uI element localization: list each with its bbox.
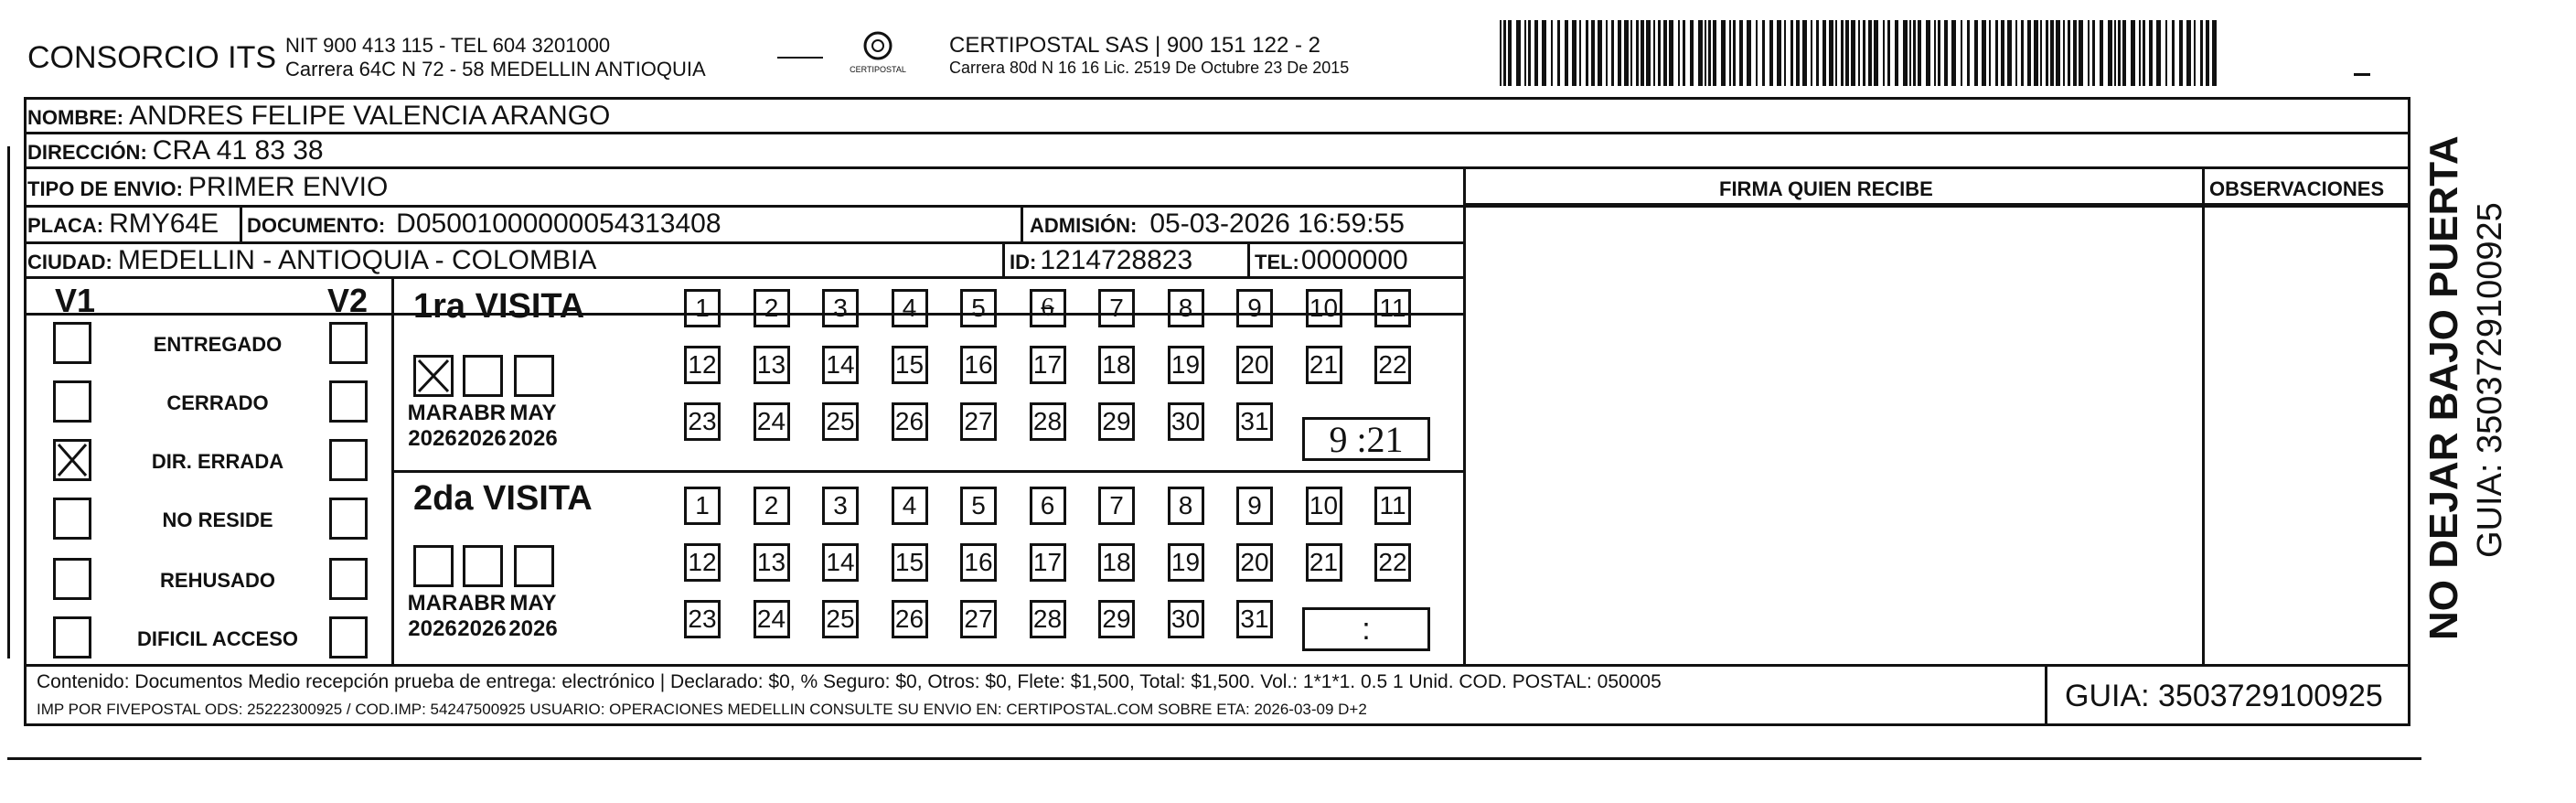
v1-header: V1 [55, 282, 96, 319]
day-box[interactable]: 17 [1030, 346, 1066, 384]
barcode-bar [1586, 20, 1588, 86]
barcode-bar [2200, 20, 2203, 86]
ciudad-row [27, 245, 596, 276]
tipo-row [27, 172, 388, 203]
day-box[interactable]: 27 [960, 402, 997, 441]
nombre-row [27, 101, 610, 132]
barcode-bar [1961, 20, 1962, 86]
placa-label: PLACA: [27, 214, 104, 237]
day-box[interactable]: 13 [754, 543, 790, 582]
barcode-bar [1598, 20, 1602, 86]
day-box[interactable]: 31 [1236, 600, 1273, 638]
tipo-value: PRIMER ENVIO [187, 172, 389, 202]
barcode-bar [1883, 20, 1885, 86]
month-checkbox[interactable] [413, 545, 454, 587]
barcode-bar [1503, 20, 1506, 86]
status-label: DIR. ERRADA [151, 450, 284, 473]
barcode-bar [1690, 20, 1694, 86]
barcode-bar [2194, 20, 2196, 86]
month-label [404, 591, 461, 642]
barcode-bar [2186, 20, 2191, 86]
day-box[interactable]: 28 [1030, 600, 1066, 638]
barcode-bar [1851, 20, 1855, 86]
day-box[interactable]: 4 [892, 487, 928, 525]
month-checkbox[interactable] [514, 545, 554, 587]
day-box[interactable]: 6 [1030, 289, 1066, 327]
direccion-value: CRA 41 83 38 [152, 135, 324, 166]
observaciones-header: OBSERVACIONES [2209, 177, 2385, 200]
barcode-bar [1895, 20, 1898, 86]
day-box[interactable]: 2 [754, 289, 790, 327]
logo-text: CERTIPOSTAL [850, 65, 906, 74]
month-label [454, 591, 510, 642]
barcode-bar [1591, 20, 1595, 86]
tipo-label: TIPO DE ENVIO: [27, 177, 183, 200]
id-label: ID: [1010, 251, 1037, 273]
barcode-bar [1777, 20, 1781, 86]
company-name: CONSORCIO ITS [27, 40, 277, 75]
barcode-bar [1944, 20, 1948, 86]
day-box[interactable]: 28 [1030, 402, 1066, 441]
day-box[interactable]: 8 [1168, 289, 1204, 327]
barcode-bar [1729, 20, 1731, 86]
month-year: 2026 [508, 426, 558, 451]
barcode-bar [1811, 20, 1812, 86]
day-box[interactable]: 21 [1306, 543, 1342, 582]
day-box[interactable]: 14 [822, 346, 859, 384]
month-name: MAR [407, 591, 458, 616]
month-checkbox[interactable] [413, 355, 454, 397]
barcode-bar [1887, 20, 1890, 86]
barcode-bar [2050, 20, 2054, 86]
barcode-bar [2114, 20, 2116, 86]
v2-checkbox[interactable] [329, 616, 368, 658]
barcode-bar [1926, 20, 1930, 86]
day-box[interactable]: 20 [1236, 346, 1273, 384]
day-box[interactable]: 23 [684, 600, 721, 638]
v1-checkbox[interactable] [53, 616, 91, 658]
day-box[interactable]: 29 [1098, 600, 1135, 638]
day-box[interactable]: 4 [892, 289, 928, 327]
barcode-bar [1982, 20, 1986, 86]
barcode-bar [2179, 20, 2183, 86]
day-box[interactable]: 31 [1236, 402, 1273, 441]
barcode-bar [2063, 20, 2065, 86]
ciudad-value: MEDELLIN - ANTIOQUIA - COLOMBIA [117, 245, 597, 275]
day-box[interactable]: 14 [822, 543, 859, 582]
id-value: 1214728823 [1040, 245, 1193, 275]
barcode-bar [1909, 20, 1911, 86]
barcode-bar [1903, 20, 1908, 86]
barcode-bar [1500, 20, 1502, 86]
month-year: 2026 [408, 616, 457, 641]
day-box[interactable]: 15 [892, 543, 928, 582]
barcode-bar [1858, 20, 1860, 86]
status-label: CERRADO [166, 391, 269, 414]
day-box[interactable]: 16 [960, 346, 997, 384]
visit2-title: 2da VISITA [413, 479, 593, 518]
day-box[interactable]: 25 [822, 402, 859, 441]
barcode [1500, 20, 2231, 91]
footer-contenido: Contenido: Documentos Medio recepción prueba de entrega: electrónico | Declarado: $0, % Seguro: $0, Otros: $0, Flete: $1,500, Total: $1,500. Vol.: 1*1*1. 0.5 1 Unid. COD. POSTAL: 050005 [37, 671, 1662, 692]
day-box[interactable]: 12 [684, 346, 721, 384]
barcode-bar [1663, 20, 1667, 86]
month-label [404, 401, 461, 452]
day-box[interactable]: 13 [754, 346, 790, 384]
barcode-bar [1934, 20, 1936, 86]
v1-checkbox[interactable] [53, 322, 91, 364]
barcode-bar [2165, 20, 2167, 86]
barcode-bar [2073, 20, 2077, 86]
day-box[interactable]: 18 [1098, 543, 1135, 582]
day-box[interactable]: 5 [960, 289, 997, 327]
barcode-bar [1653, 20, 1655, 86]
barcode-bar [1516, 20, 1521, 86]
footer-imp: IMP POR FIVEPOSTAL ODS: 25222300925 / COD.IMP: 54247500925 USUARIO: OPERACIONES MEDELLIN CONSULTE SU ENVIO EN: CERTIPOSTAL.COM SOBRE ETA: 2026-03-09 D+2 [37, 701, 1367, 718]
day-box[interactable]: 16 [960, 543, 997, 582]
day-box[interactable]: 10 [1306, 487, 1342, 525]
barcode-bar [2118, 20, 2121, 86]
barcode-bar [1611, 20, 1614, 86]
day-box[interactable]: 7 [1098, 289, 1135, 327]
day-box[interactable]: 17 [1030, 543, 1066, 582]
nombre-value: ANDRES FELIPE VALENCIA ARANGO [129, 101, 611, 131]
v2-checkbox[interactable] [329, 439, 368, 481]
day-box[interactable]: 24 [754, 600, 790, 638]
tel-row [1255, 245, 1408, 276]
certipostal-logo [832, 31, 924, 74]
month-checkbox[interactable] [463, 545, 503, 587]
day-box[interactable]: 22 [1374, 346, 1411, 384]
barcode-bar [1708, 20, 1711, 86]
v2-checkbox[interactable] [329, 498, 368, 540]
barcode-bar [1713, 20, 1716, 86]
day-box[interactable]: 18 [1098, 346, 1135, 384]
barcode-bar [1874, 20, 1878, 86]
barcode-bar [1938, 20, 1940, 86]
barcode-bar [2143, 20, 2145, 86]
month-checkbox[interactable] [514, 355, 554, 397]
side-guia: GUIA: 3503729100925 [2471, 202, 2509, 558]
barcode-bar [2108, 20, 2112, 86]
barcode-bar [1683, 20, 1685, 86]
barcode-bar [1630, 20, 1632, 86]
barcode-bar [1784, 20, 1786, 86]
no-dejar-warning: NO DEJAR BAJO PUERTA [2421, 135, 2466, 640]
day-box[interactable]: 8 [1168, 487, 1204, 525]
admision-label: ADMISIÓN: [1030, 214, 1138, 237]
month-year: 2026 [457, 426, 507, 451]
barcode-bar [1508, 20, 1512, 86]
barcode-bar [1989, 20, 1991, 86]
day-box[interactable]: 15 [892, 346, 928, 384]
day-box[interactable]: 22 [1374, 543, 1411, 582]
barcode-bar [1863, 20, 1865, 86]
barcode-bar [1698, 20, 1703, 86]
barcode-bar [1835, 20, 1837, 86]
v1-checkbox[interactable] [53, 558, 91, 600]
day-box[interactable]: 9 [1236, 289, 1273, 327]
barcode-bar [1658, 20, 1661, 86]
documento-label: DOCUMENTO: [247, 214, 386, 237]
day-box[interactable]: 29 [1098, 402, 1135, 441]
day-box[interactable]: 5 [960, 487, 997, 525]
v2-header: V2 [327, 282, 369, 319]
month-name: ABR [458, 591, 506, 616]
barcode-bar [2206, 20, 2209, 86]
barcode-bar [2156, 20, 2161, 86]
visit1-time[interactable]: 9 :21 [1302, 417, 1430, 461]
barcode-bar [2027, 20, 2031, 86]
check-x-icon [413, 355, 454, 397]
month-name: MAR [407, 401, 458, 425]
month-checkbox[interactable] [463, 355, 503, 397]
month-label [505, 591, 561, 642]
barcode-bar [1641, 20, 1644, 86]
v1-checkbox[interactable] [53, 380, 91, 423]
barcode-bar [2122, 20, 2126, 86]
certipostal-address: Carrera 80d N 16 16 Lic. 2519 De Octubre 23 De 2015 [949, 59, 1350, 77]
day-box[interactable]: 25 [822, 600, 859, 638]
month-year: 2026 [457, 616, 507, 641]
barcode-bar [1967, 20, 1970, 86]
address-line: Carrera 64C N 72 - 58 MEDELLIN ANTIOQUIA [285, 58, 706, 80]
nombre-label: NOMBRE: [27, 106, 124, 129]
v2-checkbox[interactable] [329, 380, 368, 423]
documento-row [247, 209, 721, 240]
status-label: DIFICIL ACCESO [136, 627, 298, 650]
placa-value: RMY64E [109, 209, 219, 239]
admision-row [1030, 209, 1405, 240]
barcode-bar [2021, 20, 2024, 86]
barcode-bar [1756, 20, 1758, 86]
barcode-bar [1918, 20, 1921, 86]
barcode-bar [2001, 20, 2004, 86]
barcode-bar [1646, 20, 1651, 86]
barcode-bar [2139, 20, 2141, 86]
barcode-bar [1528, 20, 1531, 86]
barcode-bar [1868, 20, 1872, 86]
placa-row [27, 209, 219, 240]
id-row [1010, 245, 1192, 276]
barcode-bar [1845, 20, 1849, 86]
barcode-bar [1739, 20, 1743, 86]
visit2-time[interactable]: : [1302, 607, 1430, 651]
day-box[interactable]: 12 [684, 543, 721, 582]
direccion-label: DIRECCIÓN: [27, 141, 147, 164]
barcode-bar [1796, 20, 1800, 86]
barcode-bar [1705, 20, 1706, 86]
day-box[interactable]: 3 [822, 289, 859, 327]
barcode-bar [1913, 20, 1916, 86]
firma-header: FIRMA QUIEN RECIBE [1719, 177, 1933, 200]
status-label: REHUSADO [160, 569, 275, 592]
day-box[interactable]: 26 [892, 600, 928, 638]
certipostal-line: CERTIPOSTAL SAS | 900 151 122 - 2 [949, 33, 1320, 58]
barcode-bar [1534, 20, 1538, 86]
day-box[interactable]: 2 [754, 487, 790, 525]
barcode-bar [1624, 20, 1629, 86]
day-box[interactable]: 11 [1374, 289, 1411, 327]
barcode-bar [1721, 20, 1726, 86]
day-box[interactable]: 7 [1098, 487, 1135, 525]
v2-checkbox[interactable] [329, 558, 368, 600]
barcode-bar [1802, 20, 1807, 86]
tel-label: TEL: [1255, 251, 1299, 273]
day-box[interactable]: 26 [892, 402, 928, 441]
day-box[interactable]: 6 [1030, 487, 1066, 525]
barcode-bar [1542, 20, 1546, 86]
barcode-bar [1557, 20, 1560, 86]
dash-mark-2 [2354, 73, 2370, 76]
barcode-bar [2015, 20, 2017, 86]
status-label: NO RESIDE [162, 509, 273, 531]
day-box[interactable]: 9 [1236, 487, 1273, 525]
day-box[interactable]: 10 [1306, 289, 1342, 327]
footer-guia: GUIA: 3503729100925 [2065, 679, 2383, 713]
barcode-bar [1678, 20, 1680, 86]
barcode-bar [1816, 20, 1819, 86]
barcode-bar [1829, 20, 1833, 86]
check-x-icon [53, 439, 91, 481]
barcode-bar [1841, 20, 1844, 86]
tel-value: 0000000 [1300, 245, 1408, 275]
day-box[interactable]: 30 [1168, 402, 1204, 441]
ciudad-label: CIUDAD: [27, 251, 112, 273]
month-name: MAY [509, 401, 557, 425]
month-name: ABR [458, 401, 506, 425]
barcode-bar [1769, 20, 1773, 86]
status-label: ENTREGADO [153, 333, 283, 356]
v1-checkbox[interactable] [53, 498, 91, 540]
barcode-bar [2131, 20, 2135, 86]
day-box[interactable]: 20 [1236, 543, 1273, 582]
day-box[interactable]: 1 [684, 487, 721, 525]
admision-value: 05-03-2026 16:59:55 [1149, 209, 1405, 239]
dash-mark [777, 57, 823, 59]
barcode-bar [1951, 20, 1956, 86]
day-box[interactable]: 23 [684, 402, 721, 441]
month-label [505, 401, 561, 452]
barcode-bar [1747, 20, 1751, 86]
day-box[interactable]: 19 [1168, 543, 1204, 582]
month-name: MAY [509, 591, 557, 616]
day-box[interactable]: 19 [1168, 346, 1204, 384]
day-box[interactable]: 1 [684, 289, 721, 327]
barcode-bar [2092, 20, 2095, 86]
barcode-bar [1572, 20, 1577, 86]
direccion-row [27, 135, 324, 166]
barcode-bar [2172, 20, 2175, 86]
barcode-bar [1762, 20, 1765, 86]
barcode-bar [1790, 20, 1793, 86]
barcode-bar [2068, 20, 2070, 86]
barcode-bar [2056, 20, 2060, 86]
v1-checkbox[interactable] [53, 439, 91, 481]
barcode-bar [1606, 20, 1608, 86]
month-year: 2026 [508, 616, 558, 641]
day-box[interactable]: 27 [960, 600, 997, 638]
barcode-bar [2046, 20, 2048, 86]
barcode-bar [2088, 20, 2090, 86]
nit-line: NIT 900 413 115 - TEL 604 3201000 [285, 34, 611, 57]
barcode-bar [1636, 20, 1639, 86]
barcode-bar [1974, 20, 1978, 86]
day-box[interactable]: 21 [1306, 346, 1342, 384]
day-box[interactable]: 3 [822, 487, 859, 525]
barcode-bar [1995, 20, 1998, 86]
barcode-bar [2100, 20, 2103, 86]
visit1-title: 1ra VISITA [413, 287, 585, 326]
day-box[interactable]: 30 [1168, 600, 1204, 638]
barcode-bar [2007, 20, 2012, 86]
barcode-bar [2040, 20, 2042, 86]
day-box[interactable]: 24 [754, 402, 790, 441]
barcode-bar [2212, 20, 2217, 86]
barcode-bar [2034, 20, 2038, 86]
barcode-bar [1551, 20, 1553, 86]
barcode-bar [1618, 20, 1621, 86]
day-box[interactable]: 11 [1374, 487, 1411, 525]
barcode-bar [1565, 20, 1568, 86]
barcode-bar [1733, 20, 1736, 86]
month-year: 2026 [408, 426, 457, 451]
barcode-bar [1669, 20, 1673, 86]
v2-checkbox[interactable] [329, 322, 368, 364]
barcode-bar [2079, 20, 2083, 86]
barcode-bar [2149, 20, 2153, 86]
documento-value: D05001000000054313408 [396, 209, 721, 239]
barcode-bar [1524, 20, 1526, 86]
barcode-bar [1822, 20, 1826, 86]
barcode-bar [1579, 20, 1581, 86]
month-label [454, 401, 510, 452]
